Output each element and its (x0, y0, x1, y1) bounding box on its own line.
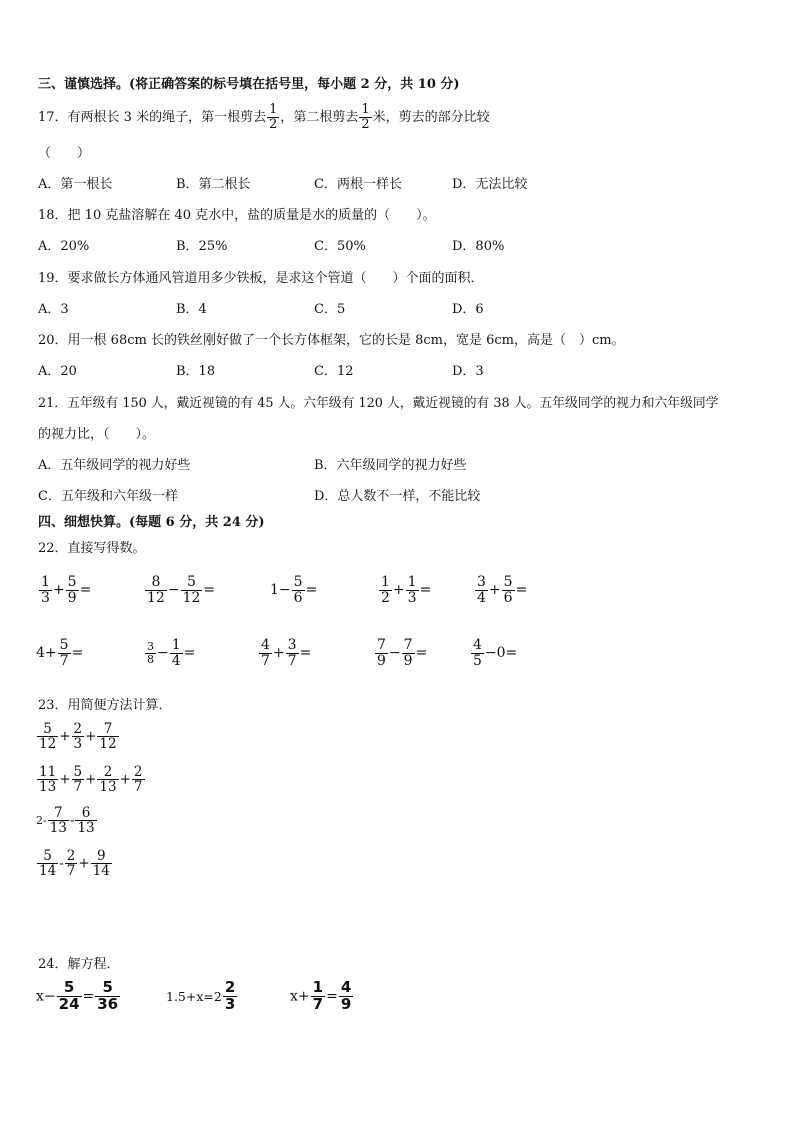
option-b[interactable]: B．第二根长 (176, 177, 251, 192)
question-22-title: 22．直接写得数。 (38, 541, 146, 556)
question-19: 19．要求做长方体通风管道用多少铁板，是求这个管道（ ）个面的面积． (38, 271, 484, 286)
option-b[interactable]: B．18 (176, 364, 216, 379)
question-20: 20．用一根 68cm 长的铁丝刚好做了一个长方体框架，它的长是 8cm，宽是 6cm，高是（ ）cm。 (38, 333, 625, 348)
q17-text-3: 米，剪去的部分比较 (372, 110, 490, 125)
fraction: $\frac{1}{2}$ (269, 102, 278, 132)
q24-equation-2: 1.5+x=2 $\frac{2}{3}$ (166, 978, 236, 1013)
option-c[interactable]: C．50% (314, 239, 366, 254)
option-a[interactable]: A．20% (38, 239, 90, 254)
fraction: $\frac{1}{2}$ (361, 102, 370, 132)
q19-options (38, 301, 558, 319)
option-d[interactable]: D．总人数不一样，不能比较 (314, 489, 481, 504)
q17-blank: （ ） (38, 146, 91, 161)
option-d[interactable]: D．6 (452, 302, 484, 317)
question-17 (38, 98, 490, 138)
q23-expression-4: $\frac{5}{14}$ - $\frac{2}{7}$ + $\frac{9}{14}$ (39, 848, 110, 880)
q18-options (38, 238, 558, 256)
q22-item: $\frac{4}{7}$ + $\frac{3}{7}$ = (261, 637, 312, 669)
option-b[interactable]: B．六年级同学的视力好些 (314, 458, 467, 473)
q20-options (38, 363, 558, 381)
q22-item: 1− $\frac{5}{6}$ = (270, 574, 318, 606)
option-c[interactable]: C．五年级和六年级一样 (38, 489, 178, 504)
option-c[interactable]: C．两根一样长 (314, 177, 402, 192)
q17-text-2: ，第二根剪去 (280, 110, 359, 125)
q22-item: 4+ $\frac{5}{7}$ = (36, 637, 84, 669)
q22-item: $\frac{3}{4}$ + $\frac{5}{6}$ = (477, 574, 528, 606)
option-a[interactable]: A．3 (38, 302, 69, 317)
option-a[interactable]: A．20 (38, 364, 77, 379)
q21-options-row-2 (38, 488, 558, 506)
q22-item: $\frac{1}{2}$ + $\frac{1}{3}$ = (381, 574, 432, 606)
option-a[interactable]: A．第一根长 (38, 177, 113, 192)
q22-item: $\frac{4}{5}$ −0= (473, 637, 518, 669)
q17-options (38, 176, 558, 194)
q21-options-row-1 (38, 457, 558, 475)
q23-expression-2: $\frac{11}{13}$ + $\frac{5}{7}$ + $\frac{2}{13}$ + $\frac{2}{7}$ (39, 764, 143, 796)
section-4-heading: 四、细想快算。(每题 6 分，共 24 分) (38, 515, 265, 530)
option-b[interactable]: B．25% (176, 239, 228, 254)
option-a[interactable]: A．五年级同学的视力好些 (38, 458, 191, 473)
q23-expression-1: $\frac{5}{12}$ + $\frac{2}{3}$ + $\frac{7}{12}$ (39, 721, 117, 753)
q24-equation-1: x− $\frac{5}{24}$ = $\frac{5}{36}$ (36, 978, 119, 1013)
question-18: 18．把 10 克盐溶解在 40 克水中，盐的质量是水的质量的（ ）。 (38, 208, 436, 223)
option-d[interactable]: D．3 (452, 364, 484, 379)
option-c[interactable]: C．12 (314, 364, 354, 379)
q22-item: $\frac{3}{8}$ − $\frac{1}{4}$ = (147, 637, 196, 669)
question-24-title: 24．解方程． (38, 957, 120, 972)
section-3-heading: 三、谨慎选择。(将正确答案的标号填在括号里，每小题 2 分，共 10 分) (38, 77, 460, 92)
q22-item: $\frac{7}{9}$ − $\frac{7}{9}$ = (377, 637, 428, 669)
q23-expression-3: 2- $\frac{7}{13}$ - $\frac{6}{13}$ (36, 805, 95, 837)
option-c[interactable]: C．5 (314, 302, 346, 317)
question-21-line-2: 的视力比，（ ）。 (38, 427, 156, 442)
option-d[interactable]: D．80% (452, 239, 505, 254)
q17-text-1: 17．有两根长 3 米的绳子，第一根剪去 (38, 110, 267, 125)
q22-item: $\frac{1}{3}$ + $\frac{5}{9}$ = (41, 574, 92, 606)
q22-item: $\frac{8}{12}$ − $\frac{5}{12}$ = (147, 574, 216, 606)
question-23-title: 23．用简便方法计算． (38, 698, 172, 713)
q24-equation-3: x+ $\frac{1}{7}$ = $\frac{4}{9}$ (290, 978, 352, 1013)
question-21-line-1: 21．五年级有 150 人，戴近视镜的有 45 人。六年级有 120 人，戴近视镜的有 38 人。五年级同学的视力和六年级同学 (38, 396, 719, 411)
option-b[interactable]: B．4 (176, 302, 207, 317)
option-d[interactable]: D．无法比较 (452, 177, 528, 192)
